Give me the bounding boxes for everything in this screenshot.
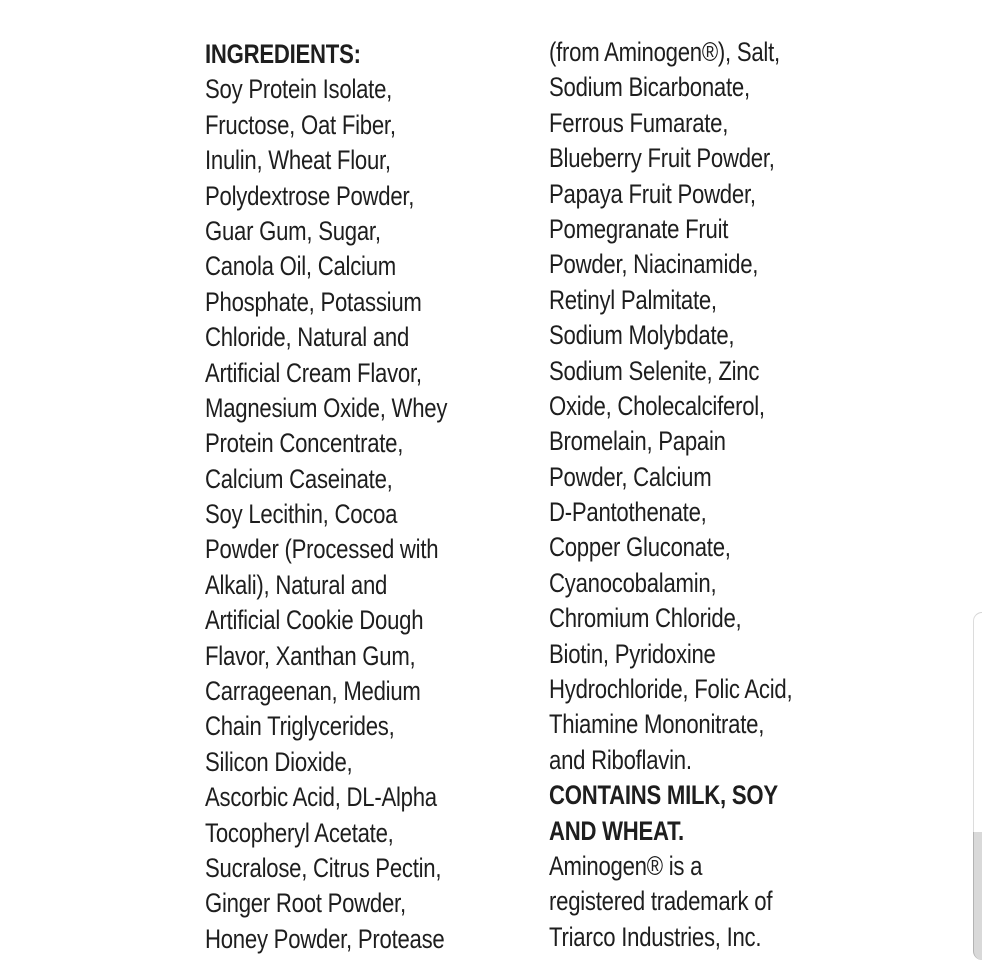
adjacent-card-sliver[interactable]: [973, 612, 982, 960]
trademark-note-line: registered trademark of: [549, 886, 773, 917]
ingredient-line: Chain Triglycerides,: [205, 711, 395, 742]
ingredient-line: Protein Concentrate,: [205, 428, 404, 459]
allergen-statement-line: CONTAINS MILK, SOY: [549, 780, 778, 811]
ingredient-line: Oxide, Cholecalciferol,: [549, 390, 765, 421]
ingredient-line: Carrageenan, Medium: [205, 676, 421, 707]
ingredient-line: Sodium Bicarbonate,: [549, 72, 750, 103]
ingredient-line: Blueberry Fruit Powder,: [549, 143, 775, 174]
ingredient-line: Inulin, Wheat Flour,: [205, 145, 391, 176]
ingredients-heading: INGREDIENTS:: [205, 39, 361, 69]
ingredients-column-1: [205, 37, 525, 957]
ingredient-line: (from Aminogen®), Salt,: [549, 37, 780, 67]
adjacent-card-top-sliver: [973, 612, 982, 832]
ingredient-line: Copper Gluconate,: [549, 532, 731, 563]
ingredient-line: Artificial Cookie Dough: [205, 605, 424, 636]
ingredient-line: Soy Lecithin, Cocoa: [205, 499, 398, 530]
ingredient-line: Retinyl Palmitate,: [549, 284, 717, 315]
ingredient-line: Fructose, Oat Fiber,: [205, 109, 396, 140]
adjacent-card-bottom-sliver: [973, 832, 982, 960]
trademark-note-line: Aminogen® is a: [549, 850, 703, 881]
ingredient-line: Tocopheryl Acetate,: [205, 817, 394, 848]
ingredient-line: Pomegranate Fruit: [549, 213, 729, 244]
ingredient-line: Ferrous Fumarate,: [549, 107, 729, 138]
ingredient-line: Chromium Chloride,: [549, 603, 742, 634]
allergen-statement-line: AND WHEAT.: [549, 815, 684, 846]
ingredient-line: D-Pantothenate,: [549, 497, 707, 528]
ingredient-line: Powder (Processed with: [205, 534, 439, 565]
ingredient-line: Papaya Fruit Powder,: [549, 178, 756, 209]
ingredient-line: Honey Powder, Protease: [205, 923, 445, 954]
ingredient-line: and Riboflavin.: [549, 744, 692, 775]
ingredient-line: Canola Oil, Calcium: [205, 251, 396, 282]
ingredient-line: Cyanocobalamin,: [549, 567, 717, 598]
ingredients-column-2: [549, 35, 869, 955]
ingredient-line: Magnesium Oxide, Whey: [205, 392, 448, 423]
ingredient-line: Biotin, Pyridoxine: [549, 638, 716, 669]
ingredient-line: Bromelain, Papain: [549, 426, 726, 457]
ingredient-line: Alkali), Natural and: [205, 569, 388, 600]
ingredient-line: Guar Gum, Sugar,: [205, 215, 381, 246]
ingredient-line: Sucralose, Citrus Pectin,: [205, 852, 442, 883]
ingredient-line: Thiamine Mononitrate,: [549, 709, 765, 740]
ingredient-line: Powder, Calcium: [549, 461, 712, 492]
ingredient-line: Polydextrose Powder,: [205, 180, 415, 211]
ingredient-line: Ginger Root Powder,: [205, 888, 406, 919]
ingredient-line: Sodium Selenite, Zinc: [549, 355, 760, 386]
ingredient-line: Sodium Molybdate,: [549, 320, 735, 351]
ingredient-line: Chloride, Natural and: [205, 322, 410, 353]
ingredient-line: Calcium Caseinate,: [205, 463, 393, 494]
ingredient-line: Ascorbic Acid, DL-Alpha: [205, 782, 437, 813]
ingredient-line: Flavor, Xanthan Gum,: [205, 640, 416, 671]
ingredient-line: Silicon Dioxide,: [205, 746, 353, 777]
ingredient-line: Artificial Cream Flavor,: [205, 357, 422, 388]
trademark-note-line: Triarco Industries, Inc.: [549, 921, 762, 952]
ingredient-line: Phosphate, Potassium: [205, 286, 422, 317]
ingredient-line: Soy Protein Isolate,: [205, 74, 393, 105]
ingredient-line: Powder, Niacinamide,: [549, 249, 759, 280]
ingredient-line: Hydrochloride, Folic Acid,: [549, 674, 793, 705]
